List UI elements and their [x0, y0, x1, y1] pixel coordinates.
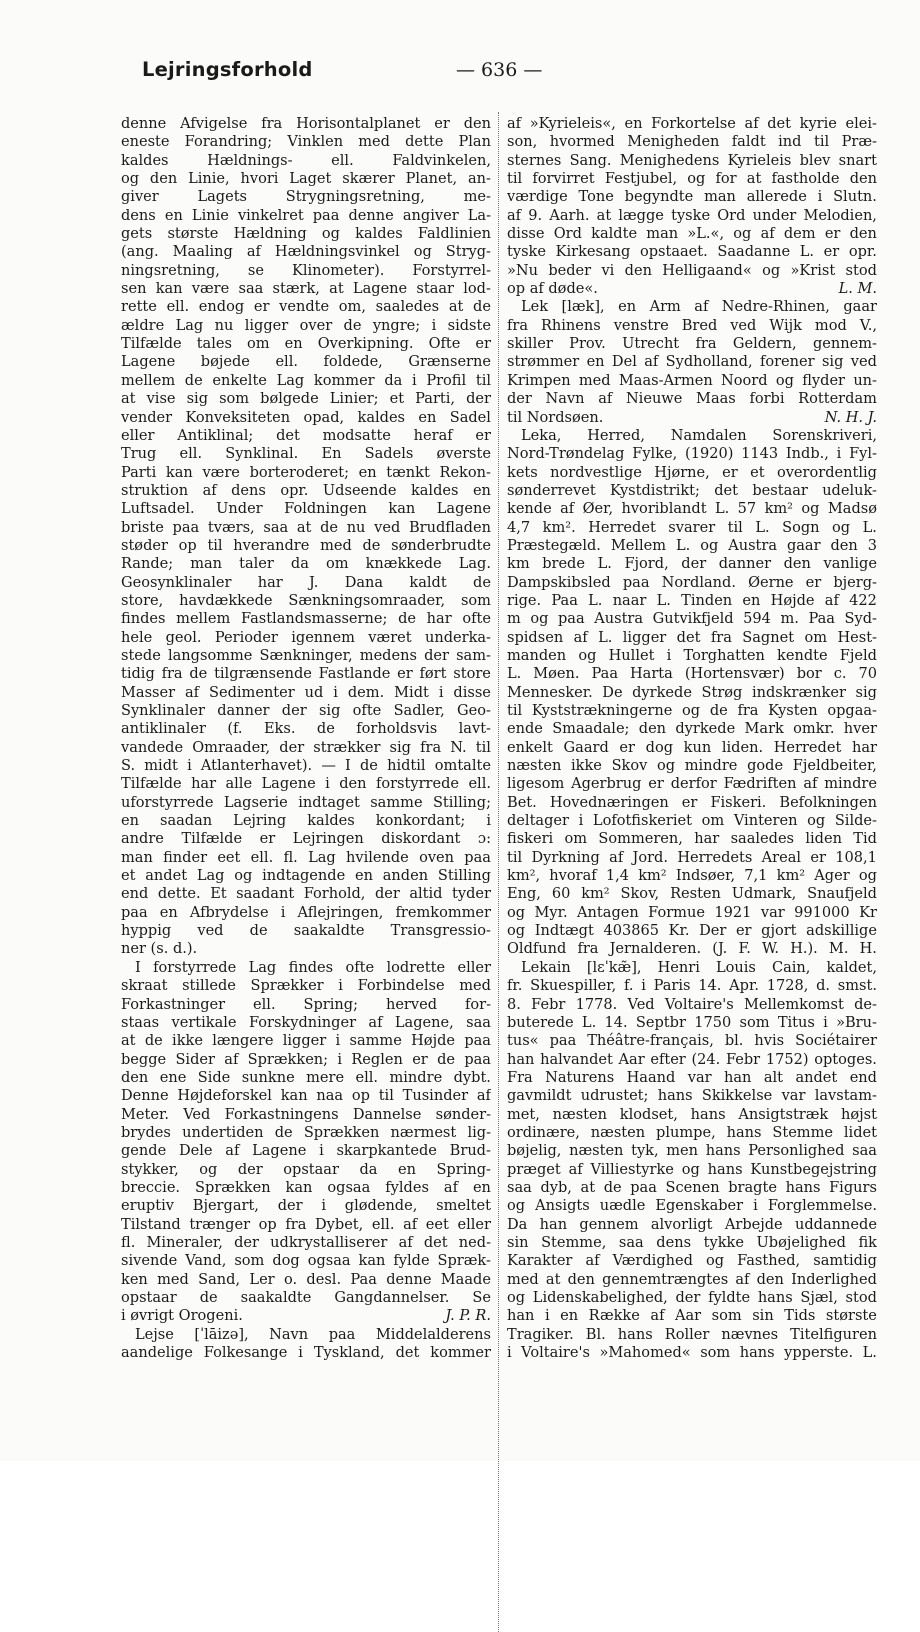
text-line: Bet. Hovednæringen er Fiskeri. Befolkningen [507, 793, 877, 811]
text-line: med at den gennemtrængtes af den Inderlighed [507, 1270, 877, 1288]
text-line: 8. Febr 1778. Ved Voltaire's Mellemkomst de- [507, 995, 877, 1013]
text-line: saa dyb, at de paa Scenen bragte hans Figurs [507, 1178, 877, 1196]
text-line: stede langsomme Sænkninger, medens der sam- [121, 646, 491, 664]
text-line: af »Kyrieleis«, en Forkortelse af det kyrie elei- [507, 115, 877, 132]
text-line: Tragiker. Bl. hans Roller nævnes Titelfiguren [507, 1325, 877, 1343]
text-line: Lek [læk], en Arm af Nedre-Rhinen, gaar [521, 298, 877, 316]
text-line: sen kan være saa stærk, at Lagene staar lod- [121, 280, 491, 298]
text-line: sivende Vand, som dog ogsaa kan fylde Spræk- [121, 1252, 491, 1270]
text-line: Tilfælde tales om en Overkipning. Ofte er [121, 335, 491, 353]
text-line: og Indtægt 403865 Kr. Der er gjort adskillige [507, 922, 877, 940]
text-line: fra Rhinens venstre Bred ved Wijk mod V., [507, 316, 877, 334]
text-line: manden og Hullet i Torghatten kendte Fjeld [507, 646, 877, 664]
text-line: Eng, 60 km² Skov, Resten Udmark, Snaufjeld [507, 885, 877, 903]
text-line: uforstyrrede Lagserie indtaget samme Stilling; [121, 793, 491, 811]
text-line: at vise sig som bølgede Linier; et Parti, der [121, 390, 491, 408]
text-line: fr. Skuespiller, f. i Paris 14. Apr. 1728, d. smst. [507, 977, 877, 995]
text-line: støder op til hverandre med de sønderbrudte [121, 536, 491, 554]
text-line: staas vertikale Forskydninger af Lagene, saa [121, 1013, 491, 1031]
text-line: til Dyrkning af Jord. Herredets Areal er 108,1 [507, 848, 877, 866]
text-line: til Kyststrækningerne og de fra Kysten opgaa- [507, 702, 877, 719]
text-line: Præstegæld. Mellem L. og Austra gaar den 3 [507, 536, 877, 554]
text-line: ende Smaadale; den dyrkede Mark omkr. hver [507, 720, 877, 738]
text-line: eller Antiklinal; det modsatte heraf er [121, 426, 491, 444]
text-line: strømmer en Del af Sydholland, forener sig ved [507, 353, 877, 371]
text-line: ner (s. d.). [121, 940, 198, 958]
text-line: findes mellem Fastlandsmasserne; de har ofte [121, 610, 491, 628]
text-line: der Navn af Nieuwe Maas forbi Rotterdam [507, 390, 877, 408]
text-line: Lagene bøjede ell. foldede, Grænserne [121, 353, 491, 371]
text-line: eneste Forandring; Vinklen med dette Plan [121, 133, 491, 151]
text-line: sin Stemme, saa dens tykke Ubøjelighed fik [507, 1233, 877, 1251]
text-line: ældre Lag nu ligger over de yngre; i sidste [121, 316, 491, 334]
text-line: man finder eet ell. fl. Lag hvilende oven paa [121, 848, 491, 866]
text-line: og den Linie, hvori Laget skærer Planet, an- [121, 170, 491, 188]
text-line: Tilfælde har alle Lagene i den forstyrrede ell. [121, 775, 491, 793]
left-column [121, 115, 491, 1362]
text-line: Da han gennem alvorligt Arbejde uddannede [507, 1215, 877, 1233]
text-line: til Nordsøen. N. H. J. [507, 408, 877, 426]
text-line: gavmildt udrustet; hans Skikkelse var lavstam- [507, 1087, 877, 1105]
text-line: ordinære, næsten plumpe, hans Stemme lidet [507, 1123, 877, 1141]
text-line: I forstyrrede Lag findes ofte lodrette eller [135, 958, 491, 976]
text-line: breccie. Sprækken kan ogsaa fyldes af en [121, 1178, 491, 1196]
text-line: denne Afvigelse fra Horisontalplanet er den [121, 115, 491, 132]
text-line: Forkastninger ell. Spring; herved for- [121, 995, 491, 1013]
text-line: et andet Lag og indtagende en anden Stilling [121, 867, 491, 885]
text-line: brydes undertiden de Sprækken nærmest lig- [121, 1123, 491, 1141]
text-line: Masser af Sedimenter ud i dem. Midt i disse [121, 683, 491, 701]
text-line: vandede Omraader, der strækker sig fra N. til [121, 738, 491, 756]
text-line: disse Ord kaldte man »L.«, og af dem er den [507, 225, 877, 243]
text-line: store, havdækkede Sænkningsomraader, som [121, 591, 491, 609]
text-line: hyppig ved de saakaldte Transgressio- [121, 922, 491, 940]
text-line: Parti kan være borteroderet; en tænkt Rekon- [121, 463, 491, 481]
text-line: enkelt Gaard er dog kun liden. Herredet har [507, 738, 877, 756]
text-line: begge Sider af Sprækken; i Reglen er de paa [121, 1050, 491, 1068]
text-line: bøjelig, næsten tyk, men hans Personlighed saa [507, 1142, 877, 1160]
text-line: Oldfund fra Jernalderen. (J. F. W. H.). M. H. [507, 940, 877, 958]
text-line: sønderrevet Kystdistrikt; det bestaar udeluk- [507, 481, 877, 499]
text-line: gets største Hældning og kaldes Faldlinien [121, 225, 491, 243]
text-line: han i en Række af Aar som sin Tids største [507, 1307, 877, 1325]
text-line: opstaar de saakaldte Gangdannelser. Se [121, 1289, 491, 1306]
text-line: Tilstand trænger op fra Dybet, ell. af eet eller [121, 1215, 491, 1233]
text-line: i øvrigt Orogeni. J. P. R. [121, 1307, 491, 1325]
text-line: ningsretning, se Klinometer). Forstyrrel- [121, 261, 491, 279]
text-line: rige. Paa L. naar L. Tinden en Højde af 422 [507, 591, 877, 609]
text-line: til forvirret Festjubel, og for at fastholde den [507, 170, 877, 188]
text-line: næsten ikke Skov og mindre gode Fjeldbeiter, [507, 757, 877, 775]
text-line: Rande; man taler da om knækkede Lag. [121, 555, 491, 573]
text-line: Krimpen med Maas-Armen Noord og flyder un- [507, 371, 877, 389]
text-line: fiskeri om Sommeren, har saaledes liden Tid [507, 830, 877, 848]
text-line: tidig fra de tilgrænsende Fastlande er ført store [121, 665, 491, 683]
text-line: og Ansigts uædle Egenskaber i Forglemmelse. [507, 1197, 877, 1215]
right-column [507, 115, 877, 1362]
text-line: fl. Mineraler, der udkrystalliserer af det ned- [121, 1233, 491, 1251]
text-line: Leka, Herred, Namdalen Sorenskriveri, [521, 426, 877, 444]
text-line: Fra Naturens Haand var han alt andet end [507, 1068, 877, 1086]
text-line: km², hvoraf 1,4 km² Indsøer, 7,1 km² Ager og [507, 867, 877, 885]
text-line: buterede L. 14. Septbr 1750 som Titus i »Bru- [507, 1013, 877, 1031]
text-line: Synklinaler danner der sig ofte Sadler, Geo- [121, 702, 491, 719]
text-line: præget af Villiestyrke og hans Kunstbegejstring [507, 1160, 877, 1178]
text-line: struktion af dens opr. Udseende kaldes en [121, 481, 491, 499]
text-line: briste paa tværs, saa at de nu ved Brudfladen [121, 518, 491, 536]
text-line: ken med Sand, Ler o. desl. Paa denne Maade [121, 1270, 491, 1288]
text-line: dens en Linie vinkelret paa denne angiver La- [121, 206, 491, 224]
page-number: — 636 — [456, 59, 543, 81]
page-title: Lejringsforhold [142, 58, 313, 81]
text-line: kaldes Hældnings- ell. Faldvinkelen, [121, 151, 491, 169]
text-line: Geosynklinaler har J. Dana kaldt de [121, 573, 491, 591]
text-line: at de ikke længere ligger i samme Højde paa [121, 1032, 491, 1050]
text-line: op af døde«. L. M. [507, 280, 877, 298]
text-line: m og paa Austra Gutvikfjeld 594 m. Paa Syd- [507, 610, 877, 628]
text-line: kende af Øer, hvoriblandt L. 57 km² og Madsø [507, 500, 877, 518]
text-line: aandelige Folkesange i Tyskland, det kommer [121, 1344, 491, 1362]
text-line: antiklinaler (f. Eks. de forholdsvis lavt- [121, 720, 491, 738]
text-line: km brede L. Fjord, der danner den vanlige [507, 555, 877, 573]
text-line: Lekain [lɛˈkæ̃], Henri Louis Cain, kaldet, [521, 958, 877, 976]
text-line: met, næsten klodset, hans Ansigtstræk højst [507, 1105, 877, 1123]
text-line: ligesom Agerbrug er derfor Fædriften af mindre [507, 775, 877, 793]
text-line: i Voltaire's »Mahomed« som hans ypperste. L. [507, 1344, 877, 1362]
text-line: andre Tilfælde er Lejringen diskordant ɔ: [121, 830, 491, 848]
text-line: deltager i Lofotfiskeriet om Vinteren og Silde- [507, 812, 877, 830]
text-line: spidsen af L. ligger det fra Sagnet om Hest- [507, 628, 877, 646]
text-line: tus« paa Théâtre-français, bl. hvis Sociétairer [507, 1032, 877, 1050]
text-line: tyske Kirkesang opstaaet. Saadanne L. er opr. [507, 243, 877, 261]
text-line: 4,7 km². Herredet svarer til L. Sogn og L. [507, 518, 877, 536]
text-line: skraat stillede Sprækker i Forbindelse med [121, 977, 491, 995]
text-line: skiller Prov. Utrecht fra Geldern, gennem- [507, 335, 877, 353]
text-line: eruptiv Bjergart, der i glødende, smeltet [121, 1197, 491, 1215]
text-line: kets nordvestlige Hjørne, er et overordentlig [507, 463, 877, 481]
text-line: værdige Tone begyndte man allerede i Slutn. [507, 188, 877, 206]
text-line: den ene Side sunkne mere ell. mindre dybt. [121, 1068, 491, 1086]
text-line: gende Dele af Lagene i skarpkantede Brud- [121, 1142, 491, 1160]
text-line: paa en Afbrydelse i Aflejringen, fremkommer [121, 903, 491, 921]
text-line: mellem de enkelte Lag kommer da i Profil til [121, 371, 491, 389]
text-line: vender Konveksiteten opad, kaldes en Sadel [121, 408, 491, 426]
text-line: Luftsadel. Under Foldningen kan Lagene [121, 500, 491, 518]
text-line: stykker, og der opstaar da en Spring- [121, 1160, 491, 1178]
text-line: S. midt i Atlanterhavet). — I de hidtil omtalte [121, 757, 491, 775]
column-divider [498, 112, 499, 1632]
text-line: Mennesker. De dyrkede Strøg indskrænker sig [507, 683, 877, 701]
text-line: end dette. Et saadant Forhold, der altid tyder [121, 885, 491, 903]
text-line: Lejse [ˈlāizə], Navn paa Middelalderens [135, 1325, 491, 1343]
text-line: han halvandet Aar efter (24. Febr 1752) optoges. [507, 1050, 877, 1068]
text-line: son, hvormed Menigheden faldt ind til Præ- [507, 133, 877, 151]
text-line: Denne Højdeforskel kan naa op til Tusinder af [121, 1087, 491, 1105]
text-line: Meter. Ved Forkastningens Dannelse sønder- [121, 1105, 491, 1123]
text-line: og Lidenskabelighed, der fyldte hans Sjæl, stod [507, 1289, 877, 1306]
text-line: Dampskibsled paa Nordland. Øerne er bjerg- [507, 573, 877, 591]
text-line: hele geol. Perioder igennem været underka- [121, 628, 491, 646]
text-line: giver Lagets Strygningsretning, me- [121, 188, 491, 206]
text-line: (ang. Maaling af Hældningsvinkel og Stryg- [121, 243, 491, 261]
text-line: Trug ell. Synklinal. En Sadels øverste [121, 445, 491, 463]
text-line: Nord-Trøndelag Fylke, (1920) 1143 Indb., i Fyl- [507, 445, 877, 463]
text-line: sternes Sang. Menighedens Kyrieleis blev snart [507, 151, 877, 169]
text-line: rette ell. endog er vendte om, saaledes at de [121, 298, 491, 316]
text-line: af 9. Aarh. at lægge tyske Ord under Melodien, [507, 206, 877, 224]
text-line: »Nu beder vi den Helligaand« og »Krist stod [507, 261, 877, 279]
text-line: L. Møen. Paa Harta (Hortensvær) bor c. 70 [507, 665, 877, 683]
text-line: Karakter af Værdighed og Fasthed, samtidig [507, 1252, 877, 1270]
text-line: en saadan Lejring kaldes konkordant; i [121, 812, 491, 830]
text-line: og Myr. Antagen Formue 1921 var 991000 Kr [507, 903, 877, 921]
